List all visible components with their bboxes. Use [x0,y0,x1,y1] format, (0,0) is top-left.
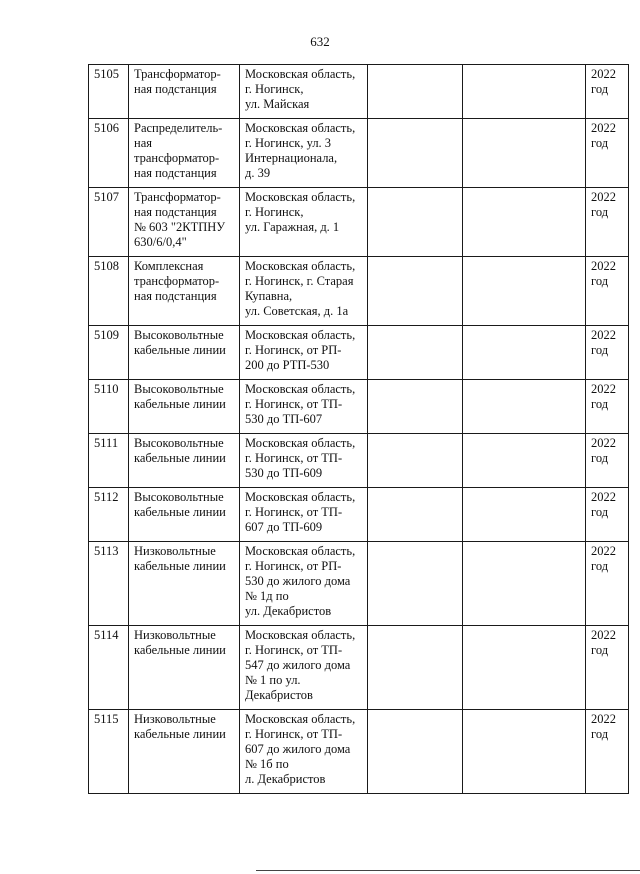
address-cell: Московская область, г. Ногинск, от РП- 200 до РТП-530 [240,326,368,380]
empty-column-4-cell [368,626,463,710]
table-row [89,488,629,542]
object-name-cell: Низковольтные кабельные линии [129,626,240,710]
table-row [89,65,629,119]
empty-column-4-cell [368,488,463,542]
empty-column-4-cell [368,542,463,626]
address-cell: Московская область, г. Ногинск, от ТП- 607 до ТП-609 [240,488,368,542]
object-name-cell: Низковольтные кабельные линии [129,710,240,794]
object-name-cell: Распределитель- ная трансформатор- ная подстанция [129,119,240,188]
registry-table [88,64,629,794]
empty-column-5-cell [463,65,586,119]
address-cell: Московская область, г. Ногинск, от РП- 530 до жилого дома № 1д по ул. Декабристов [240,542,368,626]
object-name-cell: Трансформатор- ная подстанция [129,65,240,119]
empty-column-5-cell [463,542,586,626]
table-row [89,434,629,488]
object-name-cell: Высоковольтные кабельные линии [129,434,240,488]
address-cell: Московская область, г. Ногинск, г. Старая Купавна, ул. Советская, д. 1а [240,257,368,326]
address-cell: Московская область, г. Ногинск, от ТП- 547 до жилого дома № 1 по ул. Декабристов [240,626,368,710]
object-name-cell: Высоковольтные кабельные линии [129,488,240,542]
row-number-cell: 5105 [89,65,129,119]
empty-column-4-cell [368,119,463,188]
page-number: 632 [310,34,330,49]
row-number-cell: 5106 [89,119,129,188]
empty-column-5-cell [463,626,586,710]
year-cell: 2022 год [586,542,629,626]
empty-column-4-cell [368,257,463,326]
year-cell: 2022 год [586,326,629,380]
registry-table-body [89,65,629,794]
empty-column-5-cell [463,257,586,326]
table-row [89,188,629,257]
row-number-cell: 5113 [89,542,129,626]
empty-column-5-cell [463,380,586,434]
row-number-cell: 5111 [89,434,129,488]
empty-column-5-cell [463,119,586,188]
object-name-cell: Трансформатор- ная подстанция № 603 "2КТПНУ 630/6/0,4" [129,188,240,257]
year-cell: 2022 год [586,188,629,257]
row-number-cell: 5109 [89,326,129,380]
table-row [89,257,629,326]
table-row [89,710,629,794]
empty-column-5-cell [463,434,586,488]
empty-column-4-cell [368,326,463,380]
year-cell: 2022 год [586,65,629,119]
address-cell: Московская область, г. Ногинск, ул. Гаражная, д. 1 [240,188,368,257]
row-number-cell: 5107 [89,188,129,257]
year-cell: 2022 год [586,380,629,434]
row-number-cell: 5112 [89,488,129,542]
empty-column-4-cell [368,188,463,257]
address-cell: Московская область, г. Ногинск, от ТП- 530 до ТП-607 [240,380,368,434]
empty-column-5-cell [463,710,586,794]
row-number-cell: 5110 [89,380,129,434]
table-row [89,326,629,380]
table-row [89,626,629,710]
row-number-cell: 5114 [89,626,129,710]
table-row [89,380,629,434]
object-name-cell: Низковольтные кабельные линии [129,542,240,626]
row-number-cell: 5115 [89,710,129,794]
year-cell: 2022 год [586,488,629,542]
empty-column-5-cell [463,488,586,542]
year-cell: 2022 год [586,710,629,794]
empty-column-4-cell [368,710,463,794]
address-cell: Московская область, г. Ногинск, ул. 3 Интернационала, д. 39 [240,119,368,188]
table-row [89,119,629,188]
empty-column-4-cell [368,380,463,434]
empty-column-4-cell [368,65,463,119]
year-cell: 2022 год [586,119,629,188]
table-row [89,542,629,626]
address-cell: Московская область, г. Ногинск, от ТП- 530 до ТП-609 [240,434,368,488]
address-cell: Московская область, г. Ногинск, от ТП- 607 до жилого дома № 1б по л. Декабристов [240,710,368,794]
object-name-cell: Комплексная трансформатор- ная подстанция [129,257,240,326]
year-cell: 2022 год [586,257,629,326]
object-name-cell: Высоковольтные кабельные линии [129,380,240,434]
year-cell: 2022 год [586,434,629,488]
bottom-rule-line [256,870,640,871]
empty-column-4-cell [368,434,463,488]
year-cell: 2022 год [586,626,629,710]
empty-column-5-cell [463,188,586,257]
row-number-cell: 5108 [89,257,129,326]
empty-column-5-cell [463,326,586,380]
address-cell: Московская область, г. Ногинск, ул. Майская [240,65,368,119]
object-name-cell: Высоковольтные кабельные линии [129,326,240,380]
